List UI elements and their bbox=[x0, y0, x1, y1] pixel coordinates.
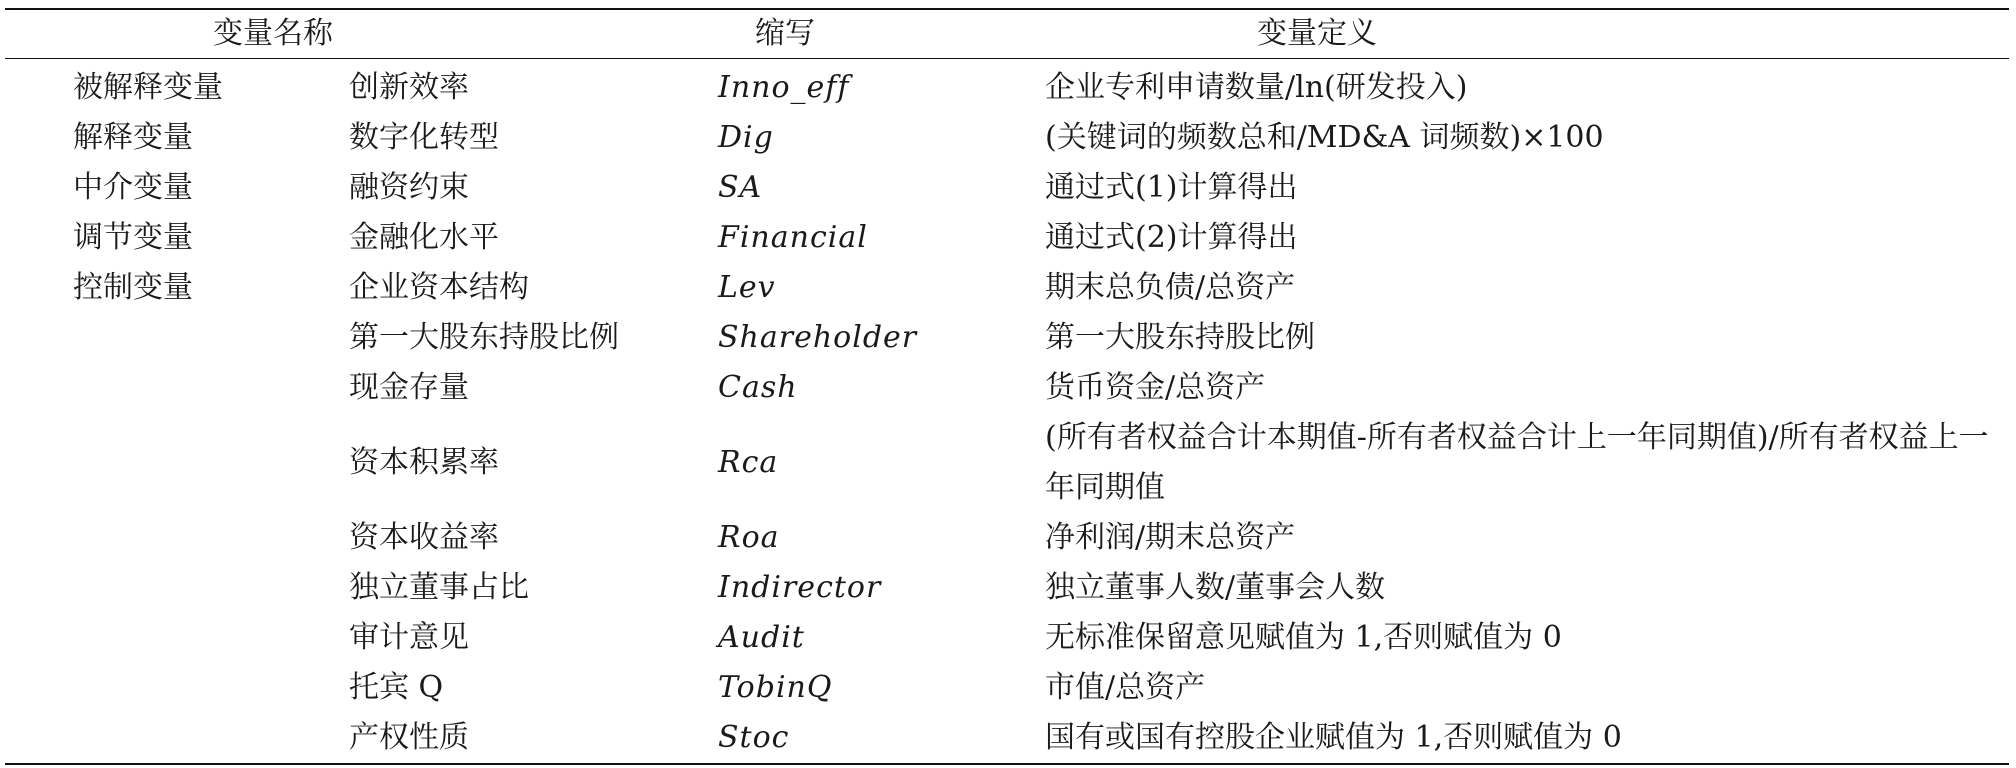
category-cell bbox=[5, 513, 270, 563]
category-cell bbox=[5, 313, 270, 363]
variable-name-cell: 托宾 Q bbox=[349, 670, 444, 705]
variable-name-cell: 审计意见 bbox=[349, 620, 469, 655]
header-abbreviation: 缩写 bbox=[709, 9, 1041, 59]
table-row bbox=[5, 663, 2009, 713]
abbreviation-cell: Dig bbox=[718, 120, 774, 155]
definition-cell: 独立董事人数/董事会人数 bbox=[1045, 570, 1386, 605]
variable-name-cell: 资本收益率 bbox=[349, 520, 499, 555]
category-cell bbox=[5, 613, 270, 663]
header-definition: 变量定义 bbox=[1041, 9, 2009, 59]
abbreviation-cell: Roa bbox=[718, 520, 780, 555]
abbreviation-cell: Indirector bbox=[718, 570, 882, 605]
abbreviation-cell: TobinQ bbox=[718, 670, 833, 705]
table-row bbox=[5, 413, 2009, 513]
variable-definition-table bbox=[5, 8, 2009, 765]
definition-cell: 通过式(1)计算得出 bbox=[1045, 170, 1298, 205]
variable-name-cell: 现金存量 bbox=[349, 370, 469, 405]
table-row bbox=[5, 313, 2009, 363]
table-row bbox=[5, 113, 2009, 163]
variable-name-cell: 资本积累率 bbox=[349, 445, 499, 480]
category-cell bbox=[5, 663, 270, 713]
table-row bbox=[5, 363, 2009, 413]
variable-name-cell: 创新效率 bbox=[349, 70, 469, 105]
category-cell bbox=[5, 363, 270, 413]
variable-name-cell: 第一大股东持股比例 bbox=[349, 320, 619, 355]
variable-name-cell: 融资约束 bbox=[349, 170, 469, 205]
table-row bbox=[5, 713, 2009, 764]
category-cell: 中介变量 bbox=[73, 170, 193, 205]
variable-name-cell: 独立董事占比 bbox=[349, 570, 529, 605]
category-cell bbox=[5, 713, 270, 764]
table-row bbox=[5, 163, 2009, 213]
category-cell: 调节变量 bbox=[73, 220, 193, 255]
table-row bbox=[5, 513, 2009, 563]
abbreviation-cell: Audit bbox=[718, 620, 805, 655]
table-row bbox=[5, 613, 2009, 663]
variable-name-cell: 产权性质 bbox=[270, 713, 709, 764]
abbreviation-cell: Cash bbox=[718, 370, 798, 405]
table-header bbox=[5, 9, 2009, 59]
definition-cell: (关键词的频数总和/MD&A 词频数)×100 bbox=[1045, 120, 1604, 155]
table-row bbox=[5, 59, 2009, 114]
abbreviation-cell: Lev bbox=[718, 270, 776, 305]
header-row bbox=[5, 9, 2009, 59]
table-row bbox=[5, 263, 2009, 313]
table-body bbox=[5, 59, 2009, 765]
definition-cell: 通过式(2)计算得出 bbox=[1045, 220, 1298, 255]
variable-name-cell: 企业资本结构 bbox=[349, 270, 529, 305]
header-variable-name: 变量名称 bbox=[5, 9, 709, 59]
abbreviation-cell: Stoc bbox=[709, 713, 1041, 764]
category-cell bbox=[5, 413, 270, 513]
variable-name-cell: 数字化转型 bbox=[349, 120, 499, 155]
table-row bbox=[5, 213, 2009, 263]
abbreviation-cell: Inno_eff bbox=[718, 70, 850, 105]
abbreviation-cell: Rca bbox=[718, 445, 779, 480]
definition-cell: 国有或国有控股企业赋值为 1,否则赋值为 0 bbox=[1041, 713, 2009, 764]
category-cell bbox=[5, 563, 270, 613]
abbreviation-cell: Shareholder bbox=[718, 320, 918, 355]
definition-cell: 货币资金/总资产 bbox=[1045, 370, 1266, 405]
abbreviation-cell: SA bbox=[718, 170, 763, 205]
variable-name-cell: 金融化水平 bbox=[349, 220, 499, 255]
table-row bbox=[5, 563, 2009, 613]
definition-cell: (所有者权益合计本期值-所有者权益合计上一年同期值)/所有者权益上一年同期值 bbox=[1045, 420, 1989, 505]
definition-cell: 企业专利申请数量/ln(研发投入) bbox=[1045, 70, 1468, 105]
definition-cell: 无标准保留意见赋值为 1,否则赋值为 0 bbox=[1045, 620, 1562, 655]
definition-cell: 期末总负债/总资产 bbox=[1045, 270, 1296, 305]
definition-cell: 市值/总资产 bbox=[1045, 670, 1206, 705]
category-cell: 控制变量 bbox=[73, 270, 193, 305]
category-cell: 解释变量 bbox=[73, 120, 193, 155]
definition-cell: 净利润/期末总资产 bbox=[1045, 520, 1296, 555]
abbreviation-cell: Financial bbox=[718, 220, 868, 255]
category-cell: 被解释变量 bbox=[73, 70, 223, 105]
definition-cell: 第一大股东持股比例 bbox=[1045, 320, 1315, 355]
